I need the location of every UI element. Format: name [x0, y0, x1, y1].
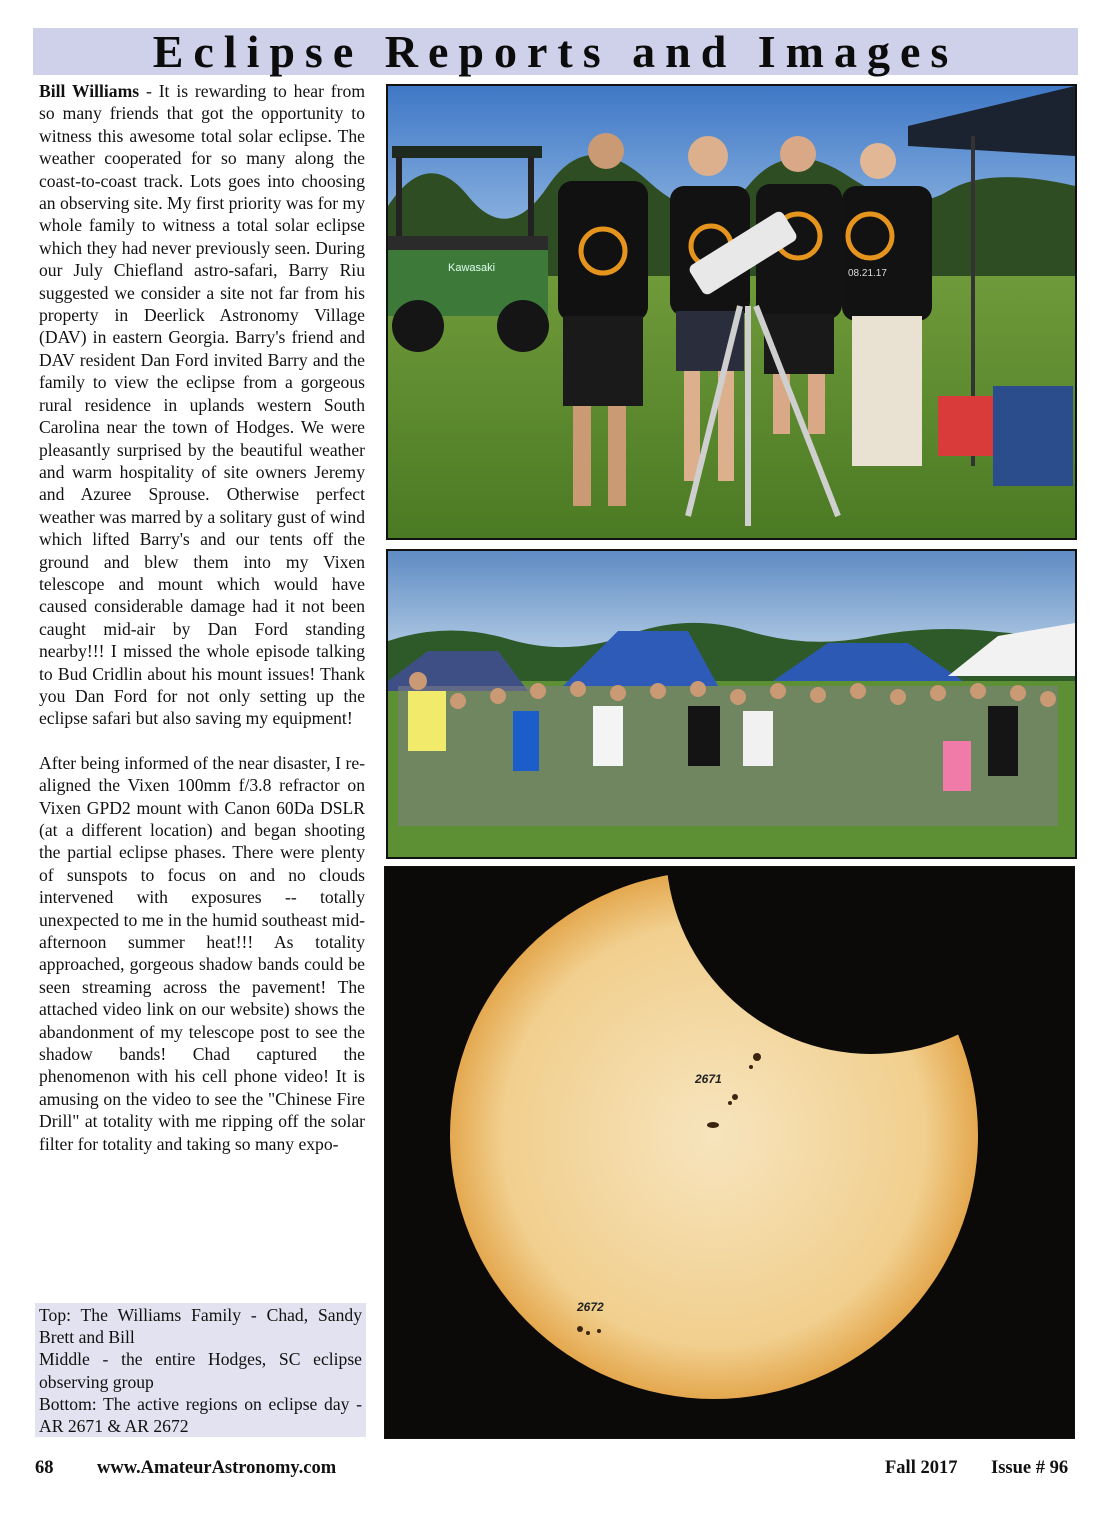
eclipse-photo-image	[385, 867, 1074, 1438]
svg-text:Kawasaki: Kawasaki	[448, 262, 496, 274]
paragraph-1-text: - It is rewarding to hear from so many friends that got the opportunity to witness this awesome total solar eclipse. The weather cooperated for so many along the coast-to-coast track. Lots goes into choosing an observing site. My first priority was for my whole family to witness a total solar eclipse which they had never previously seen. During our July Chiefland astro-safari, Barry Riu suggested we consider a site not far from his property in Deerlick Astronomy Village (DAV) in eastern Georgia. Barry's friend and DAV resident Dan Ford invited Barry and the family to view the eclipse from a gorgeous rural residence in uplands western South Carolina near the town of Hodges. We were pleasantly surprised by the beautiful weather and warm hospitality of site owners Jeremy and Azuree Sprouse. Otherwise perfect weather was marred by a solitary gust of wind which lifted Barry's and our tents off the ground and blew them into my Vixen telescope and mount which would have caused considerable damage had it not been caught mid-air by Dan Ford standing nearby!!! I missed the whole episode talking to Bud Cridlin about his mount issues! Thank you Dan Ford for not only setting up the eclipse safari but also saving my equipment!	[39, 81, 366, 729]
page-title: Eclipse Reports and Images	[152, 26, 959, 77]
article-paragraph-1	[39, 80, 365, 730]
family-photo-image	[388, 86, 1075, 538]
eclipse-photo	[384, 866, 1075, 1439]
sun-disk	[450, 871, 978, 1399]
crowd	[398, 672, 1058, 826]
caption-bottom: Bottom: The active regions on eclipse day - AR 2671 & AR 2672	[39, 1393, 362, 1437]
website-url[interactable]: www.AmateurAstronomy.com	[97, 1458, 337, 1478]
photo-caption	[35, 1303, 366, 1437]
page-footer	[35, 1458, 1078, 1482]
page-number: 68	[35, 1458, 54, 1478]
caption-middle: Middle - the entire Hodges, SC eclipse observing group	[39, 1349, 362, 1392]
family-photo	[386, 84, 1077, 540]
group-photo-image	[388, 551, 1075, 857]
article-paragraph-2: After being informed of the near disaster, I re-aligned the Vixen 100mm f/3.8 refractor on Vixen GPD2 mount with Canon 60Da DSLR (at a different location) and began shooting the partial eclipse phases. There were plenty of sunspots to focus on and no clouds intervened with exposures -- totally unexpected to me in the humid southeast mid-afternoon summer heat!!! As totality approached, gorgeous shadow bands could be seen streaming across the pavement! The attached video link on our website) shows the abandonment of my telescope post to see the shadow bands! Chad captured the phenomenon with his cell phone video! It is amusing on the video to see the "Chinese Fire Drill" at totality with me ripping off the solar filter for totality and taking so many expo-	[39, 752, 365, 1154]
caption-top: Top: The Williams Family - Chad, Sandy Brett and Bill	[39, 1305, 362, 1348]
article-column	[39, 80, 365, 1155]
svg-text:2672: 2672	[577, 1300, 604, 1314]
title-banner	[33, 28, 1078, 75]
issue-number: Issue # 96	[991, 1458, 1069, 1478]
issue-season: Fall 2017	[885, 1458, 958, 1478]
group-photo	[386, 549, 1077, 859]
svg-text:2671: 2671	[695, 1072, 722, 1086]
svg-text:08.21.17: 08.21.17	[848, 268, 887, 279]
author-name: Bill Williams	[39, 81, 140, 101]
